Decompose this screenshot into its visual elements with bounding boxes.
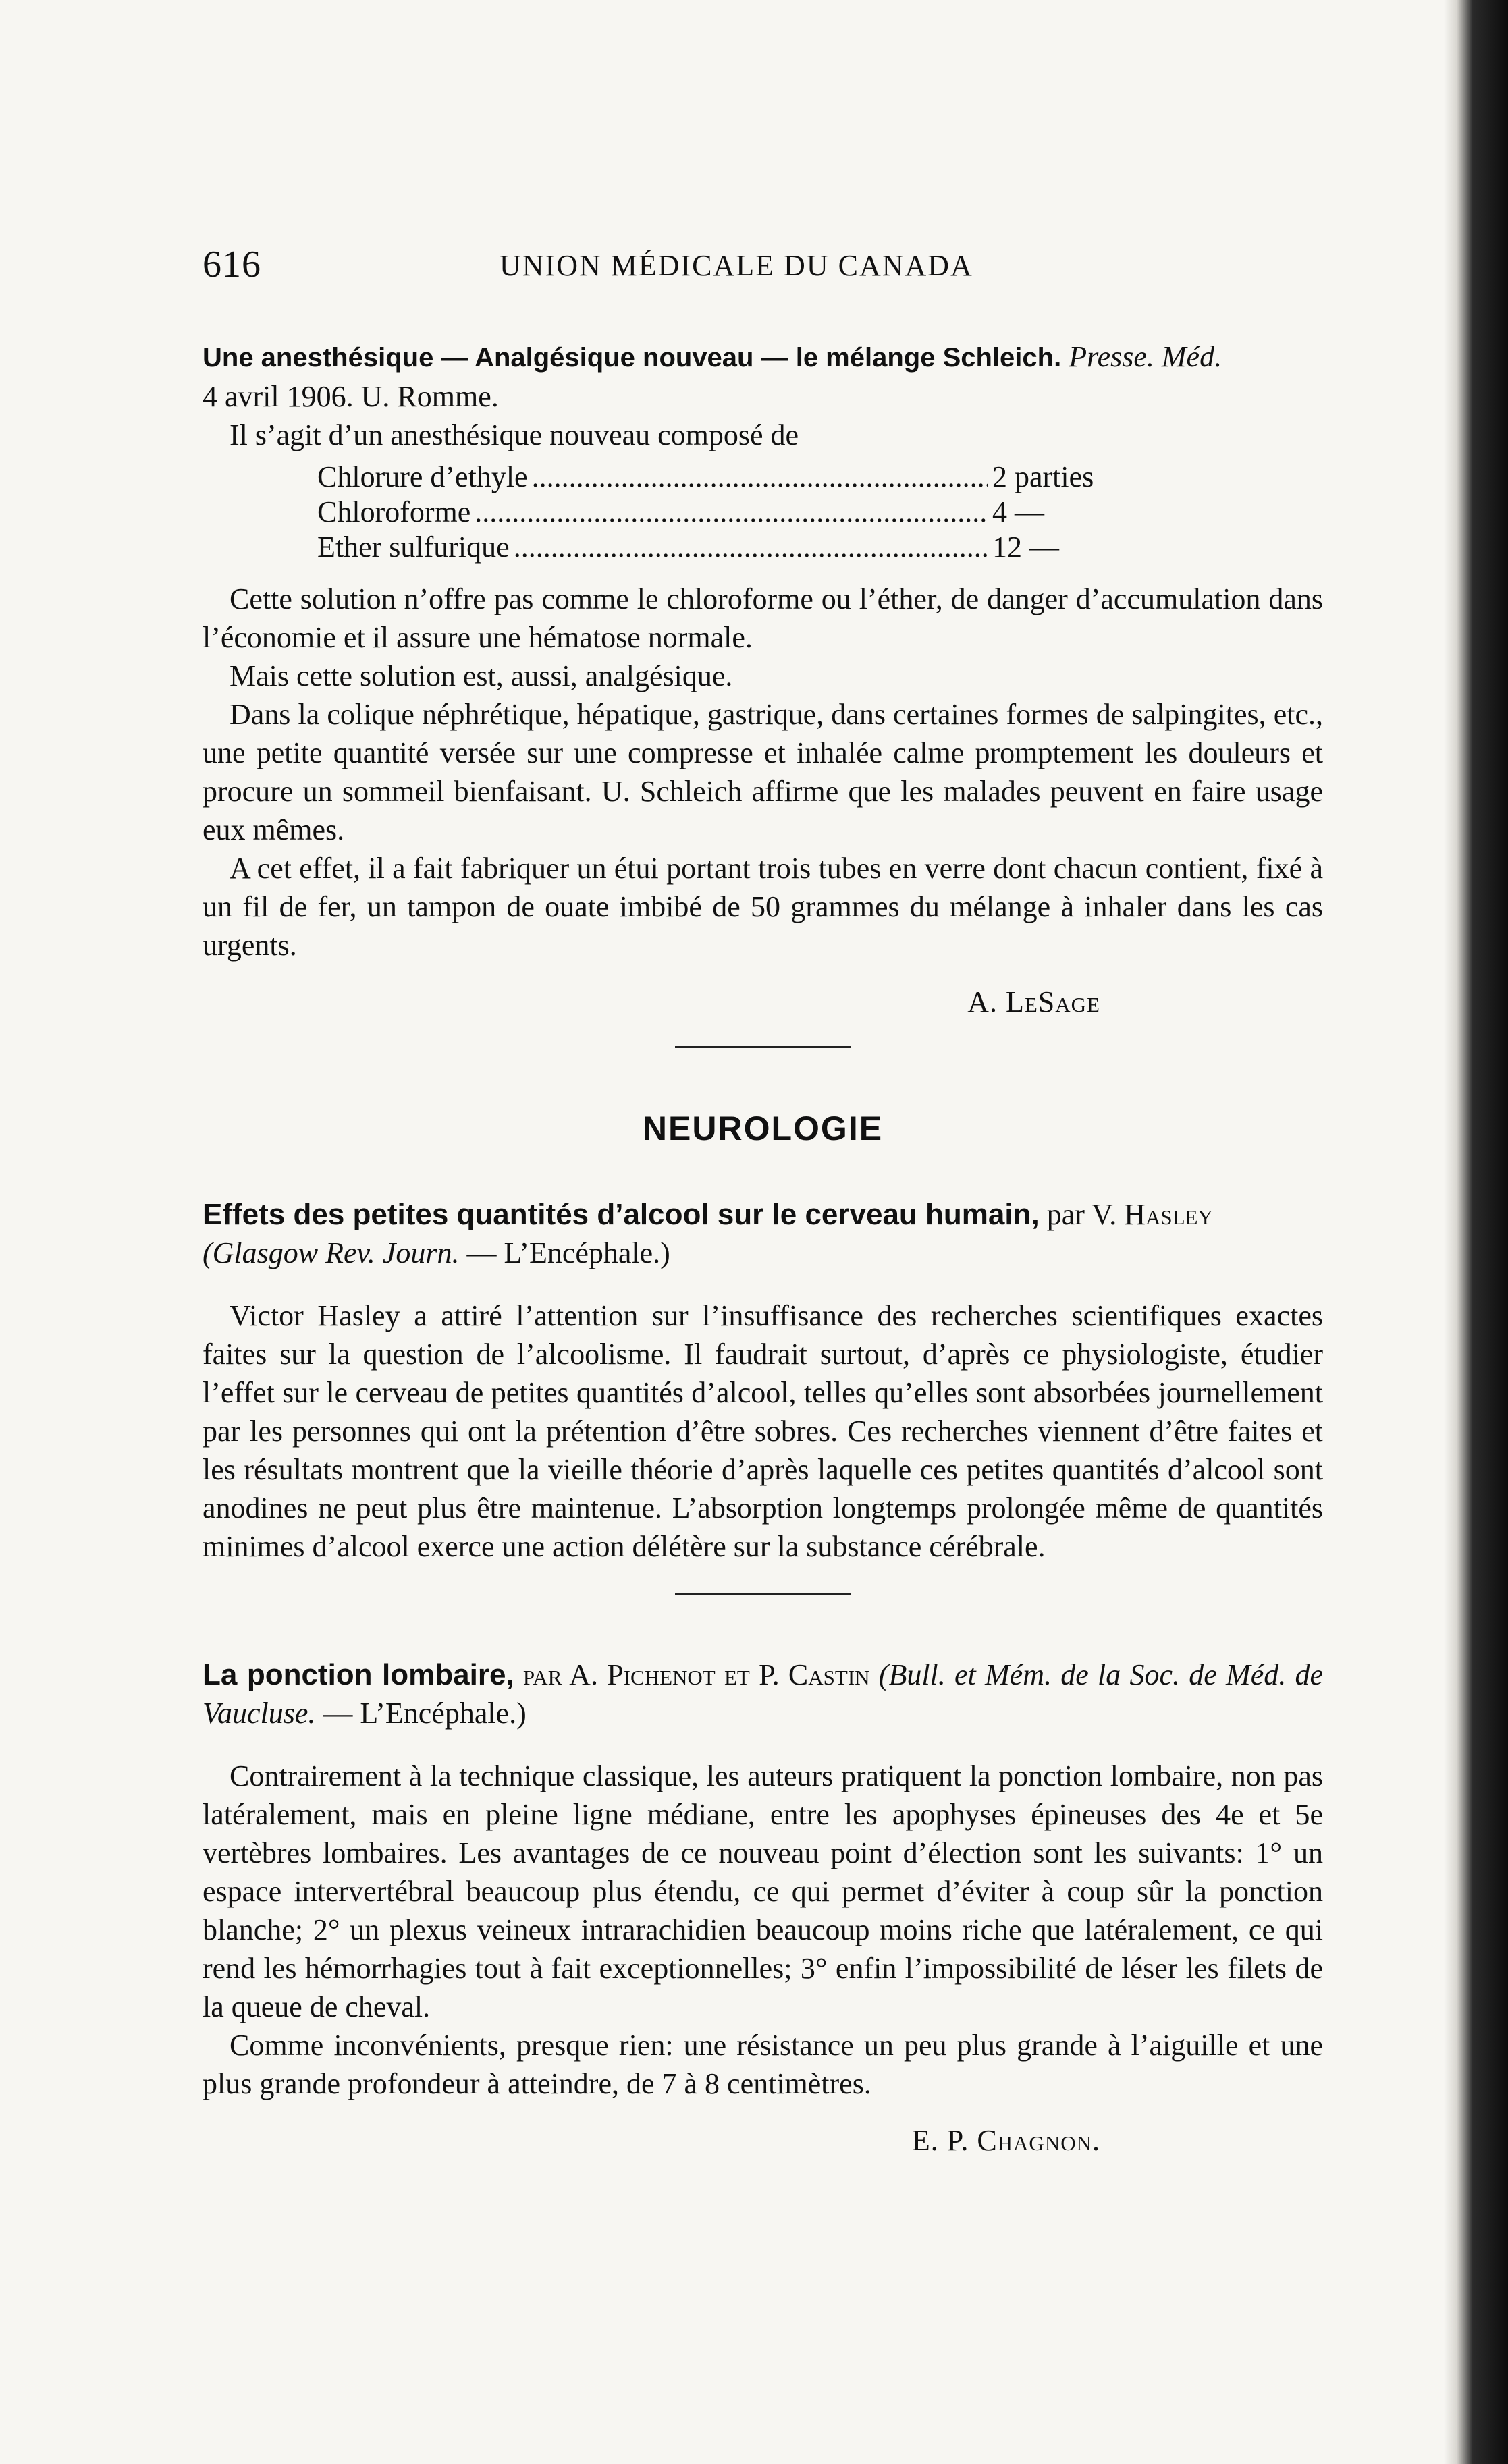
paragraph: Contrairement à la technique classique, les auteurs pratiquent la ponction lombaire, non pas latéralement, mais en pleine ligne médiane, entre les apophyses épineuses des 4e et 5e vertèbres lombaires. Les avantages de ce nouveau point d’élection sont les suivants: 1° un espace intervertébral beaucoup plus étendu, ce qui permet d’éviter à coup sûr la ponction blanche; 2° un plexus veineux intrarachidien beaucoup moins riche que latéralement, ce qui rend les hémorrhagies tout à fait exceptionnelles; 3° enfin l’impossibilité de léser les filets de la queue de cheval. — [203, 1759, 1323, 2023]
dot-leader — [532, 460, 988, 495]
section-divider — [675, 1593, 851, 1595]
recipe-row — [317, 530, 1127, 565]
ingredient-name: Chloroforme — [317, 495, 471, 528]
article-authors: par A. Pichenot et P. Castin — [522, 1658, 870, 1691]
ingredient-quantity: 2 parties — [992, 460, 1094, 493]
recipe-row — [317, 460, 1127, 495]
paragraph: A cet effet, il a fait fabriquer un étui portant trois tubes en verre dont chacun contient, fixé à un fil de fer, un tampon de ouate imbibé de 50 grammes du mélange à inhaler dans les cas urgents. — [203, 852, 1323, 962]
paragraph: Victor Hasley a attiré l’attention sur l’insuffisance des recherches scientifiques exactes faites sur la question de l’alcoolisme. Il faudrait surtout, d’après ce physiologiste, étudier l’effet sur le cerveau de petites quantités d’alcool, telles qu’elles sont absorbées journellement par les personnes qui ont la prétention d’être sobres. Ces recherches viennent d’être faites et les résultats montrent que la vieille théorie d’après laquelle ces petites quantités d’alcool sont anodines ne peut plus être maintenue. L’absorption longtemps prolongée même de quantités minimes d’alcool exerce une action délétère sur la substance cérébrale. — [203, 1299, 1323, 1563]
article-title: La ponction lombaire, — [203, 1658, 514, 1691]
ingredient-name: Ether sulfurique — [317, 530, 510, 564]
author-signature: E. P. Chagnon. — [911, 2124, 1100, 2157]
article-source-detail: 4 avril 1906. U. Romme. — [203, 380, 499, 413]
ingredient-quantity: 12 — — [992, 530, 1059, 564]
recipe-row — [317, 495, 1127, 530]
section-heading: NEUROLOGIE — [642, 1110, 884, 1147]
article-heading — [203, 337, 1323, 416]
article-anesthesique — [203, 337, 1323, 1019]
article-author: Hasley — [1124, 1198, 1213, 1231]
article-intro: Il s’agit d’un anesthésique nouveau composé de — [230, 418, 799, 451]
scanned-binding-edge — [1444, 0, 1508, 2464]
section-divider — [675, 1046, 851, 1048]
article-source: (Bull. et Mém. de la Soc. de Méd. de Vaucluse. — [203, 1658, 1323, 1730]
article-title: Effets des petites quantités d’alcool sur le cerveau humain, — [203, 1198, 1040, 1231]
paragraph: Mais cette solution est, aussi, analgésique. — [230, 659, 733, 692]
article-heading — [203, 1195, 1323, 1272]
running-head — [203, 229, 1323, 283]
article-source: Presse. Méd. — [1069, 340, 1222, 373]
article-source-detail: — L’Encéphale.) — [466, 1236, 670, 1269]
ingredient-name: Chlorure d’ethyle — [317, 460, 528, 493]
paragraph: Comme inconvénients, presque rien: une résistance un peu plus grande à l’aiguille et une plus grande profondeur à atteindre, de 7 à 8 centimètres. — [203, 2029, 1323, 2100]
article-heading — [203, 1655, 1323, 1732]
dot-leader — [514, 530, 988, 565]
author-signature: A. LeSage — [967, 985, 1100, 1018]
page — [203, 229, 1323, 2158]
recipe-list — [317, 460, 1323, 565]
article-alcool — [203, 1195, 1323, 1566]
paragraph: Dans la colique néphrétique, hépatique, gastrique, dans certaines formes de salpingites, etc., une petite quantité versée sur une compresse et inhalée calme promptement les douleurs et procure un sommeil bienfaisant. U. Schleich affirme que les malades peuvent en faire usage eux mêmes. — [203, 698, 1323, 846]
article-ponction — [203, 1655, 1323, 2158]
journal-title: UNION MÉDICALE DU CANADA — [500, 249, 973, 282]
page-number: 616 — [203, 244, 261, 285]
paragraph: Cette solution n’offre pas comme le chloroforme ou l’éther, de danger d’accumulation dans l’économie et il assure une hématose normale. — [203, 582, 1323, 654]
article-by: par V. — [1046, 1198, 1117, 1231]
article-title: Une anesthésique — Analgésique nouveau — le mélange Schleich. — [203, 343, 1062, 373]
dot-leader — [475, 495, 988, 530]
article-source: (Glasgow Rev. Journ. — [203, 1236, 460, 1269]
article-source-detail: — L’Encéphale.) — [323, 1697, 527, 1730]
ingredient-quantity: 4 — — [992, 495, 1044, 528]
